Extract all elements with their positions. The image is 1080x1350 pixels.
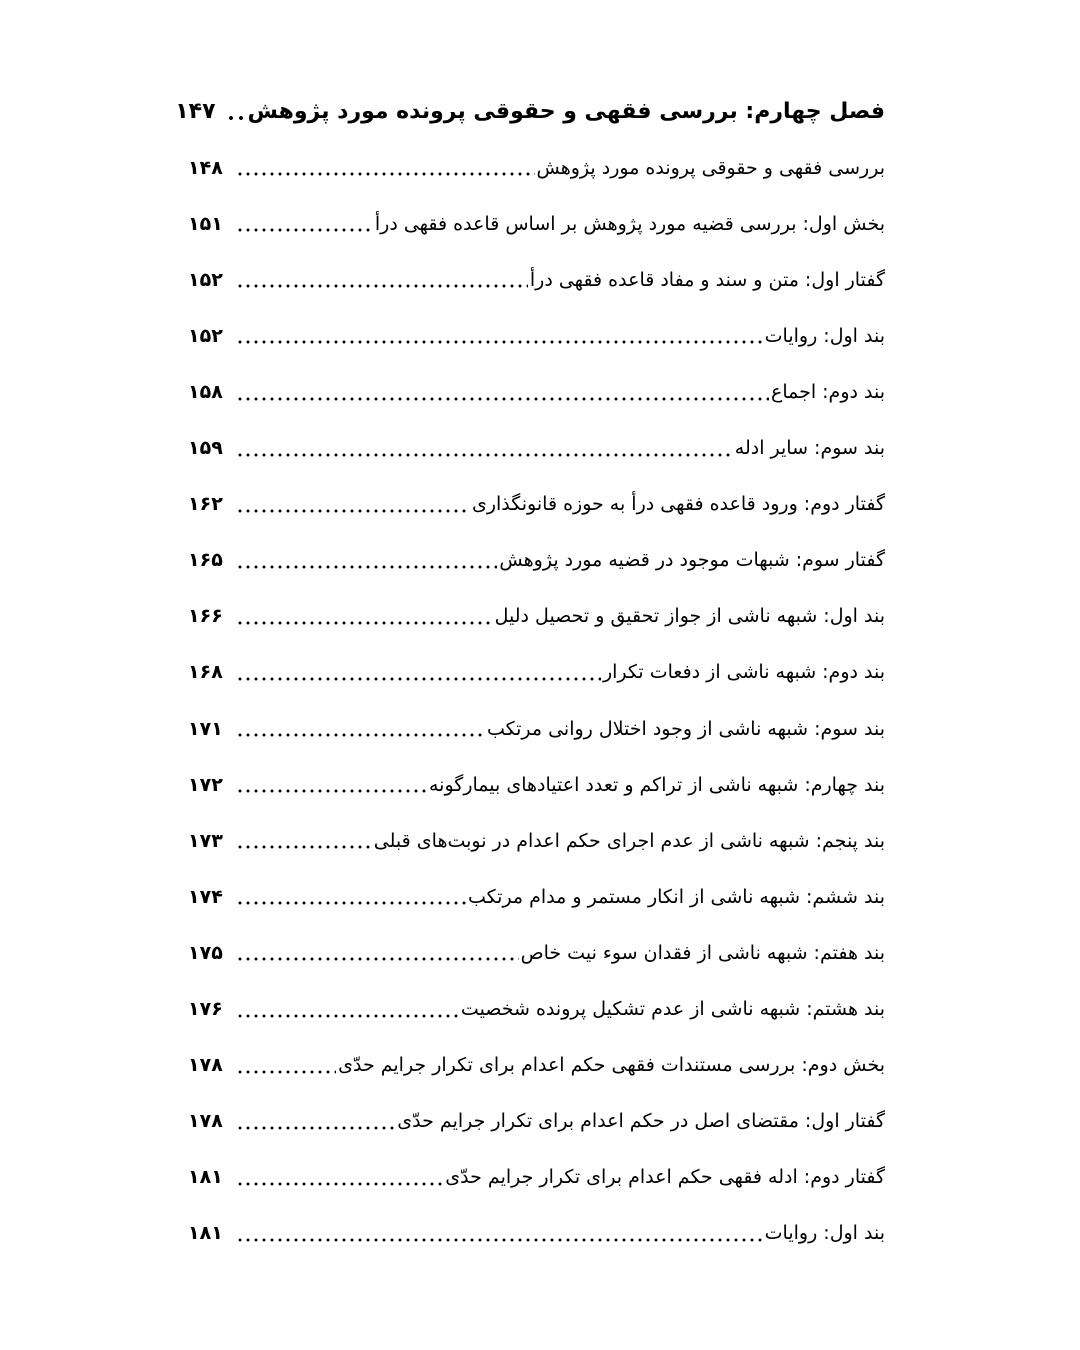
toc-entry (188, 1094, 885, 1150)
toc-entry-title: گفتار دوم: ورود قاعده فقهی درأ به حوزه قانونگذاری (471, 493, 885, 516)
toc-page-number: ۱۷۵ (188, 941, 223, 964)
toc-entry-title: گفتار دوم: ادله فقهی حکم اعدام برای تکرار جرایم حدّی (445, 1166, 885, 1189)
dot-leader (236, 171, 535, 177)
toc-entry (188, 757, 885, 813)
dot-leader (236, 732, 485, 738)
toc-chapter-heading (175, 84, 885, 140)
dot-leader (236, 452, 733, 458)
toc-entry (188, 645, 885, 701)
dot-leader (236, 620, 493, 626)
dot-leader (236, 844, 372, 850)
toc-entry-title: بند پنجم: شبهه ناشی از عدم اجرای حکم اعدام در نوبت‌های قبلی (373, 829, 885, 852)
toc-page-number: ۱۶۵ (188, 549, 223, 572)
toc-page-number: ۱۷۸ (188, 1110, 223, 1133)
toc-entry-title: بند هشتم: شبهه ناشی از عدم تشکیل پرونده شخصیت (460, 998, 885, 1021)
dot-leader (236, 676, 601, 682)
toc-page-number: ۱۴۸ (188, 156, 223, 179)
toc-page-number: ۱۷۱ (188, 717, 223, 740)
toc-entry (188, 982, 885, 1038)
toc-entry (188, 252, 885, 308)
toc-entry-title: بند اول: روایات (764, 1222, 885, 1245)
toc-entry (188, 1206, 885, 1262)
toc-entry (188, 140, 885, 196)
dot-leader (236, 508, 470, 514)
toc-entry (188, 1150, 885, 1206)
dot-leader (236, 339, 763, 345)
toc-entry-title: بخش اول: بررسی قضیه مورد پژوهش بر اساس قاعده فقهی درأ (374, 212, 885, 235)
toc-entry (188, 421, 885, 477)
toc-entry-title: بند چهارم: شبهه ناشی از تراکم و تعدد اعتیادهای بیمارگونه (429, 773, 885, 796)
dot-leader (236, 788, 427, 794)
toc-entry (188, 196, 885, 252)
dot-leader (236, 1013, 459, 1019)
toc-entry-title: بند اول: شبهه ناشی از جواز تحقیق و تحصیل دلیل (494, 605, 885, 628)
toc-entry (188, 1038, 885, 1094)
dot-leader (236, 283, 528, 289)
toc-page-number: ۱۷۶ (188, 998, 223, 1021)
toc-entry-title: بند سوم: شبهه ناشی از وجود اختلال روانی مرتکب (486, 717, 885, 740)
toc-page-number: ۱۵۱ (188, 212, 223, 235)
toc-entry-title: گفتار اول: مقتضای اصل در حکم اعدام برای تکرار جرایم حدّی (397, 1110, 885, 1133)
toc-page-number: ۱۶۸ (188, 661, 223, 684)
toc-entry (188, 308, 885, 364)
toc-entry-title: گفتار سوم: شبهات موجود در قضیه مورد پژوهش (499, 549, 885, 572)
toc-entry (188, 364, 885, 420)
toc-page-number: ۱۵۲ (188, 324, 223, 347)
toc-page-number: ۱۵۹ (188, 437, 223, 460)
toc-entry-title: بررسی فقهی و حقوقی پرونده مورد پژوهش (536, 156, 885, 179)
toc-entry (188, 869, 885, 925)
toc-page-number: ۱۷۲ (188, 773, 223, 796)
toc-entry-title: بند سوم: سایر ادله (734, 437, 885, 460)
dot-leader (236, 900, 466, 906)
dot-leader (236, 564, 497, 570)
dot-leader (226, 115, 246, 121)
dot-leader (236, 1125, 395, 1131)
dot-leader (236, 1069, 336, 1075)
toc-page-number: ۱۷۴ (188, 885, 223, 908)
toc-entry-title: گفتار اول: متن و سند و مفاد قاعده فقهی درأ (529, 268, 885, 291)
toc-entry (188, 925, 885, 981)
toc-entry (188, 813, 885, 869)
toc-entry-title: بند هفتم: شبهه ناشی از فقدان سوء نیت خاص (520, 941, 885, 964)
toc-page-number: ۱۵۸ (188, 381, 223, 404)
toc-entry-title: بند دوم: اجماع (770, 381, 885, 404)
toc-entry (188, 701, 885, 757)
toc-entry-title: بند اول: روایات (764, 324, 885, 347)
toc-page-number: ۱۷۸ (188, 1054, 223, 1077)
toc-page-number: ۱۸۱ (188, 1166, 223, 1189)
dot-leader (236, 1181, 443, 1187)
dot-leader (236, 1237, 763, 1243)
toc-page-number: ۱۷۳ (188, 829, 223, 852)
toc-page-number: ۱۸۱ (188, 1222, 223, 1245)
toc-page-number: ۱۶۲ (188, 493, 223, 516)
table-of-contents (175, 84, 885, 1262)
toc-entry (188, 533, 885, 589)
toc-page-number: ۱۴۷ (175, 99, 216, 125)
toc-page-number: ۱۵۲ (188, 268, 223, 291)
toc-entry (188, 477, 885, 533)
dot-leader (236, 956, 519, 962)
toc-page-number: ۱۶۶ (188, 605, 223, 628)
toc-entry-title: بند دوم: شبهه ناشی از دفعات تکرار (602, 661, 885, 684)
toc-entry (188, 589, 885, 645)
toc-entry-title: فصل چهارم: بررسی فقهی و حقوقی پرونده مورد پژوهش (247, 99, 885, 125)
toc-entry-title: بند ششم: شبهه ناشی از انکار مستمر و مدام مرتکب (468, 885, 885, 908)
dot-leader (236, 396, 769, 402)
dot-leader (236, 227, 373, 233)
toc-entry-title: بخش دوم: بررسی مستندات فقهی حکم اعدام برای تکرار جرایم حدّی (338, 1054, 885, 1077)
